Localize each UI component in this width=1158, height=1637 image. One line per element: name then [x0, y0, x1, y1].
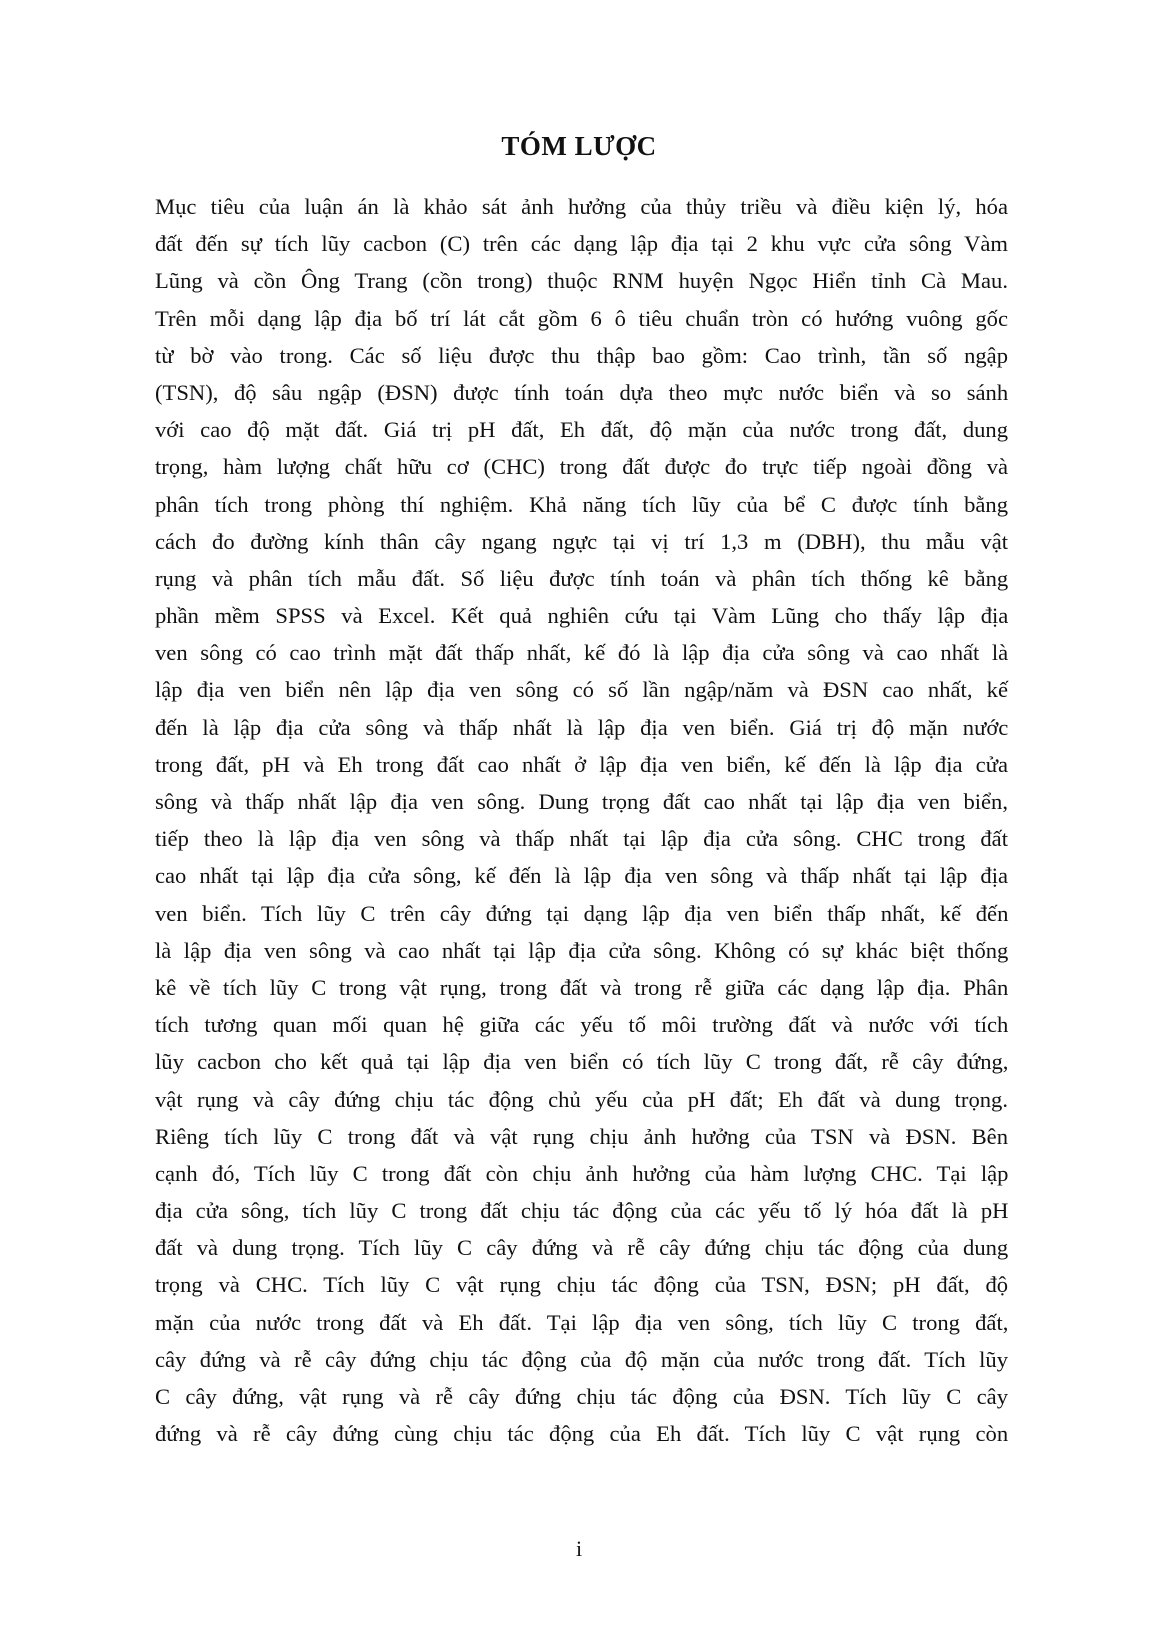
text-line: tiếp theo là lập địa ven sông và thấp nhất tại lập địa cửa sông. CHC trong đất [155, 826, 1008, 852]
text-line: ven sông có cao trình mặt đất thấp nhất, kế đó là lập địa cửa sông và cao nhất là [155, 640, 1009, 666]
text-line: cạnh đó, Tích lũy C trong đất còn chịu ảnh hưởng của hàm lượng CHC. Tại lập [155, 1160, 1009, 1186]
text-line: đất đến sự tích lũy cacbon (C) trên các dạng lập địa tại 2 khu vực cửa sông Vàm [155, 231, 1008, 257]
abstract-paragraph [155, 188, 1008, 1452]
text-line: trọng và CHC. Tích lũy C vật rụng chịu tác động của TSN, ĐSN; pH đất, độ [155, 1272, 1009, 1298]
text-line: lũy cacbon cho kết quả tại lập địa ven biển có tích lũy C trong đất, rễ cây đứng, [155, 1049, 1009, 1075]
text-line: phần mềm SPSS và Excel. Kết quả nghiên cứu tại Vàm Lũng cho thấy lập địa [155, 603, 1009, 629]
page-title: TÓM LƯỢC [501, 131, 657, 161]
text-line: trọng, hàm lượng chất hữu cơ (CHC) trong đất được đo trực tiếp ngoài đồng và [155, 454, 1009, 480]
text-line: địa cửa sông, tích lũy C trong đất chịu tác động của các yếu tố lý hóa đất là pH [155, 1198, 1009, 1224]
text-line: là lập địa ven sông và cao nhất tại lập địa cửa sông. Không có sự khác biệt thống [155, 937, 1009, 963]
text-line: cách đo đường kính thân cây ngang ngực tại vị trí 1,3 m (DBH), thu mẫu vật [155, 528, 1008, 554]
text-line: vật rụng và cây đứng chịu tác động chủ yếu của pH đất; Eh đất và dung trọng. [155, 1086, 1008, 1112]
text-line: lập địa ven biển nên lập địa ven sông có số lần ngập/năm và ĐSN cao nhất, kế [155, 677, 1008, 703]
text-line: mặn của nước trong đất và Eh đất. Tại lập địa ven sông, tích lũy C trong đất, [155, 1309, 1009, 1335]
text-line: với cao độ mặt đất. Giá trị pH đất, Eh đất, độ mặn của nước trong đất, dung [155, 417, 1009, 443]
text-line: trong đất, pH và Eh trong đất cao nhất ở lập địa ven biển, kế đến là lập địa cửa [155, 751, 1008, 777]
text-line: Mục tiêu của luận án là khảo sát ảnh hưởng của thủy triều và điều kiện lý, hóa [155, 194, 1008, 219]
text-line: Lũng và cồn Ông Trang (cồn trong) thuộc RNM huyện Ngọc Hiển tỉnh Cà Mau. [155, 268, 1008, 294]
text-line: Trên mỗi dạng lập địa bố trí lát cắt gồm 6 ô tiêu chuẩn tròn có hướng vuông gốc [155, 305, 1008, 331]
text-line: từ bờ vào trong. Các số liệu được thu thập bao gồm: Cao trình, tần số ngập [155, 342, 1008, 368]
text-line: kê về tích lũy C trong vật rụng, trong đất và trong rễ giữa các dạng lập địa. Phân [155, 974, 1009, 1000]
text-line: đứng và rễ cây đứng cùng chịu tác động của Eh đất. Tích lũy C vật rụng còn [155, 1421, 1009, 1447]
page-number: i [575, 1536, 583, 1561]
text-line: tích tương quan mối quan hệ giữa các yếu tố môi trường đất và nước với tích [155, 1012, 1009, 1038]
text-line: sông và thấp nhất lập địa ven sông. Dung trọng đất cao nhất tại lập địa ven biển, [155, 789, 1008, 814]
text-line: Riêng tích lũy C trong đất và vật rụng chịu ảnh hưởng của TSN và ĐSN. Bên [155, 1123, 1008, 1149]
text-line: phân tích trong phòng thí nghiệm. Khả năng tích lũy của bể C được tính bằng [155, 491, 1008, 517]
text-line: đến là lập địa cửa sông và thấp nhất là lập địa ven biển. Giá trị độ mặn nước [155, 714, 1009, 740]
text-line: (TSN), độ sâu ngập (ĐSN) được tính toán dựa theo mực nước biển và so sánh [155, 379, 1009, 405]
text-line: cây đứng và rễ cây đứng chịu tác động của độ mặn của nước trong đất. Tích lũy [155, 1346, 1008, 1372]
text-line: cao nhất tại lập địa cửa sông, kế đến là lập địa ven sông và thấp nhất tại lập địa [155, 863, 1008, 889]
text-line: C cây đứng, vật rụng và rễ cây đứng chịu tác động của ĐSN. Tích lũy C cây [155, 1384, 1008, 1409]
text-line: rụng và phân tích mẫu đất. Số liệu được tính toán và phân tích thống kê bằng [155, 565, 1009, 591]
text-line: ven biển. Tích lũy C trên cây đứng tại dạng lập địa ven biển thấp nhất, kế đến [155, 900, 1009, 926]
text-line: đất và dung trọng. Tích lũy C cây đứng và rễ cây đứng chịu tác động của dung [155, 1235, 1009, 1261]
